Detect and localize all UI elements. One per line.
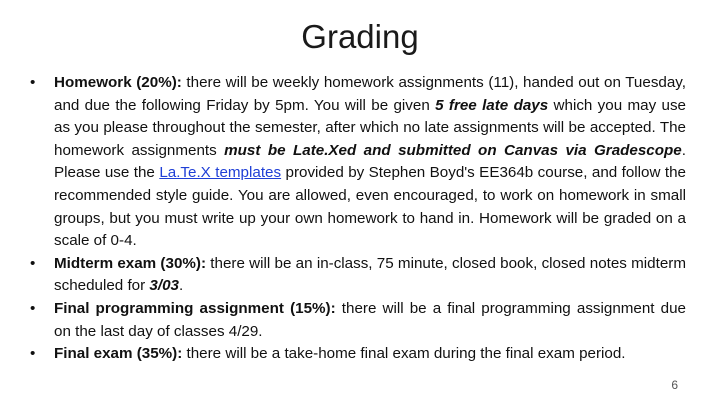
item-text: . (178, 277, 184, 295)
item-text: . Please use the (54, 141, 686, 182)
item-label: Homework (20%): (54, 74, 182, 91)
item-text: there will be weekly homework assignments (11), handed out on Tuesday, and due the following Friday by 5pm. You will be given (54, 74, 686, 114)
bullet-icon: • (30, 254, 36, 272)
item-text: there will be a take-home final exam during the final exam period. (182, 345, 626, 363)
page-number: 6 (671, 378, 678, 392)
slide-body (30, 72, 686, 366)
list-item-final-programming (30, 298, 686, 343)
list-item-homework (30, 72, 686, 253)
item-label: Final exam (35%): (54, 345, 183, 363)
bullet-icon: • (30, 74, 36, 91)
item-emphasis: 5 free late days (435, 96, 549, 114)
grading-list (30, 72, 686, 366)
item-emphasis: 3/03 (149, 277, 179, 295)
item-label: Midterm exam (30%): (54, 254, 207, 272)
latex-templates-link[interactable]: La.Te.X templates (159, 164, 282, 182)
item-text: provided by Stephen Boyd's EE364b course, and follow the recommended style guide. You are allowed, even encouraged, to work on homework in small groups, but you must write up your own homework to hand in. Homework will be graded on a scale of 0-4. (54, 164, 686, 250)
bullet-icon: • (30, 345, 36, 363)
slide-title: Grading (301, 18, 419, 55)
item-label: Final programming assignment (15%): (54, 299, 336, 317)
item-text: which you may use as you please throughout the semester, after which no late assignments will be accepted. The homework assignments (54, 96, 686, 159)
item-emphasis: must be Late.Xed and submitted on Canvas via Gradescope (224, 141, 682, 159)
item-text: there will be an in-class, 75 minute, closed book, closed notes midterm scheduled for (54, 254, 687, 295)
list-item-midterm (30, 253, 686, 298)
item-text: there will be a final programming assignment due on the last day of classes 4/29. (54, 299, 686, 340)
bullet-icon: • (30, 299, 36, 317)
list-item-final-exam (30, 343, 686, 366)
